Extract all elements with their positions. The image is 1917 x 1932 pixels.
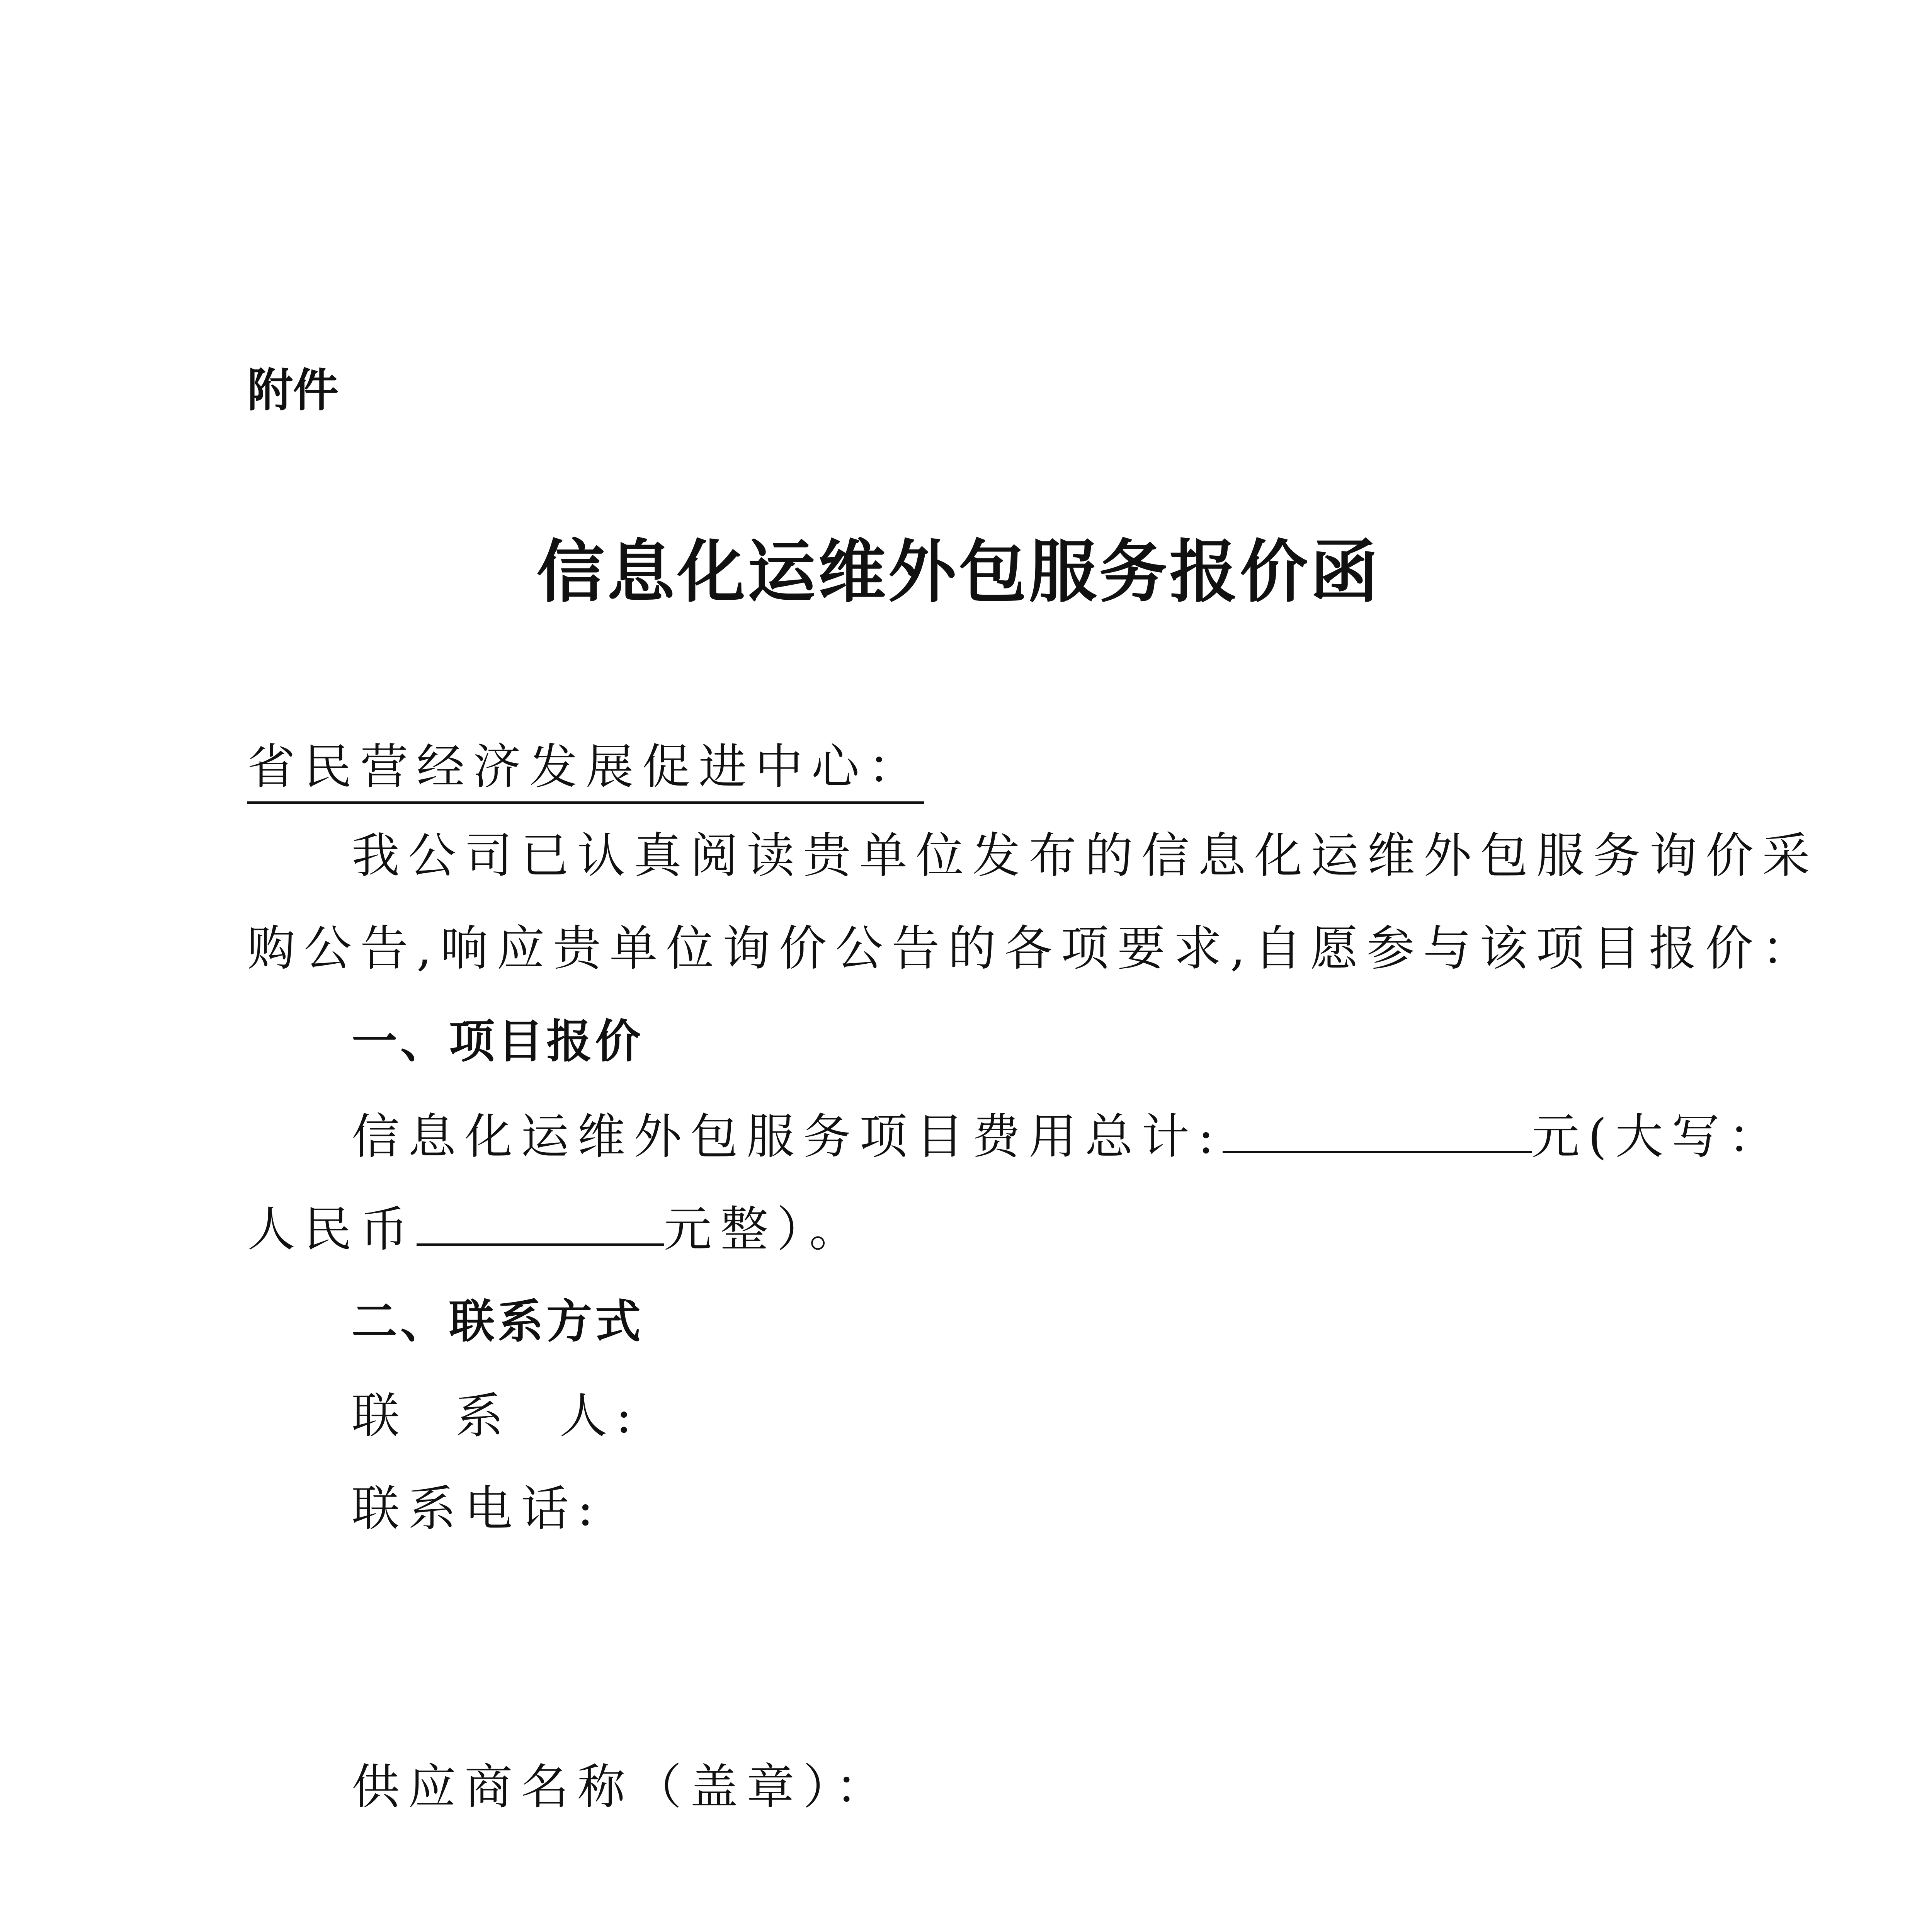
total-price-blank[interactable] (1223, 1101, 1532, 1153)
intro-paragraph-line-2: 购公告,响应贵单位询价公告的各项要求,自愿参与该项目报价： (247, 921, 1818, 976)
total-price-unit: 元( (1531, 1109, 1616, 1165)
contact-phone-label: 联系电话: (352, 1481, 602, 1537)
caps-price-line (247, 1194, 866, 1262)
recipient-line: 省民营经济发展促进中心： (247, 734, 924, 804)
intro-paragraph-line-1: 我公司已认真阅读贵单位发布的信息化运维外包服务询价采 (352, 828, 1819, 884)
section-heading-contact: 二、联系方式 (352, 1295, 644, 1348)
section-heading-quote: 一、项目报价 (352, 1015, 644, 1068)
caps-price-prefix: 人民币 (247, 1202, 417, 1257)
caps-price-blank[interactable] (417, 1194, 664, 1246)
total-price-line (352, 1101, 1784, 1170)
contact-person-label: 联 系 人: (352, 1388, 641, 1444)
total-price-label: 信息化运维外包服务项目费用总计: (352, 1109, 1223, 1165)
caps-label: 大写： (1615, 1109, 1785, 1165)
attachment-label: 附件 (247, 364, 339, 417)
page-title: 信息化运维外包服务报价函 (536, 532, 1381, 612)
caps-price-suffix: 元整）。 (664, 1202, 866, 1257)
supplier-name-seal-label: 供应商名称（盖章）： (352, 1759, 892, 1815)
